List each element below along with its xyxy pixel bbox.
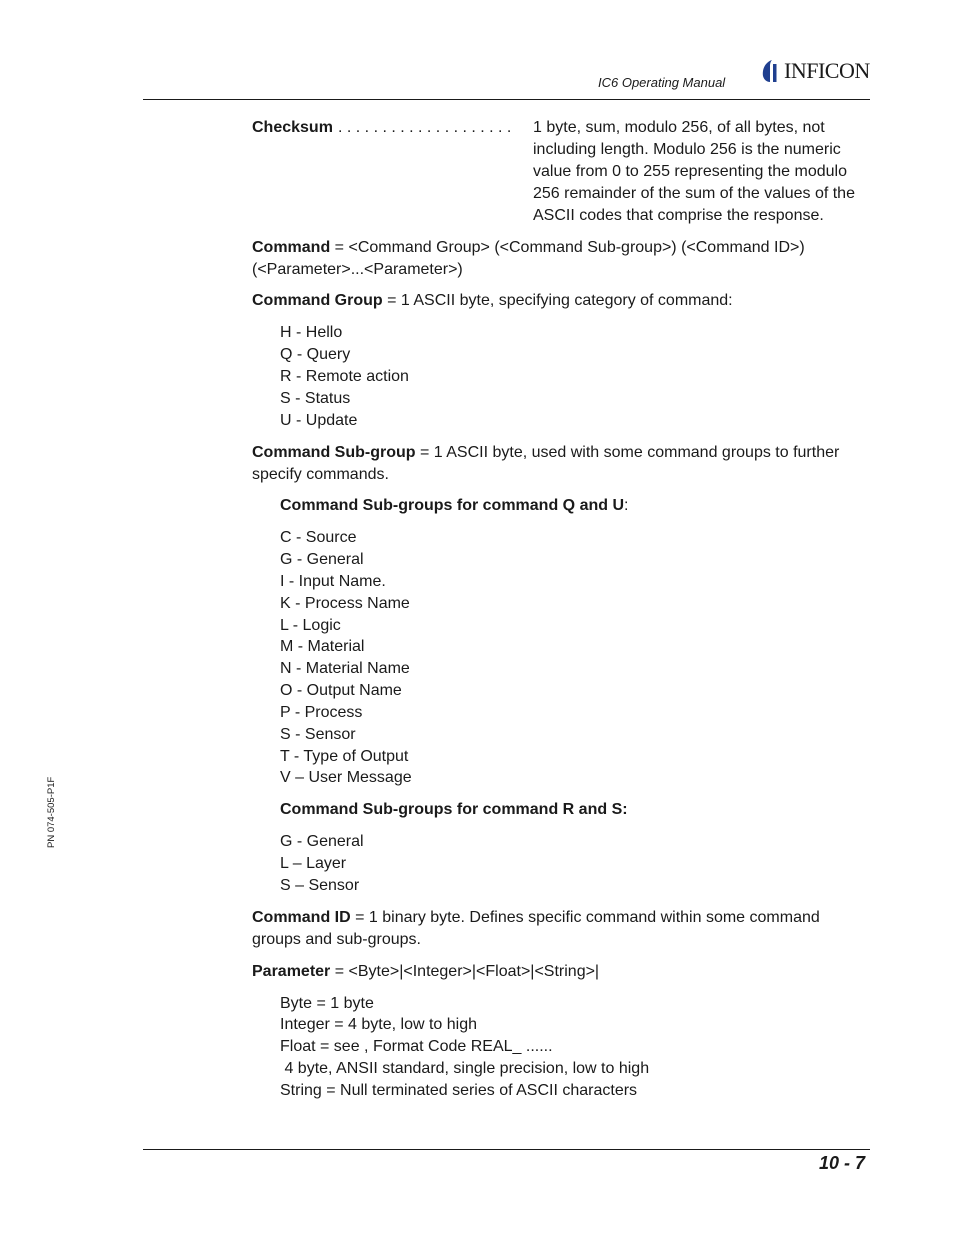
part-number: PN 074-505-P1F [46, 776, 57, 848]
command-text: = <Command Group> (<Command Sub-group>) (<Command ID>) [330, 239, 805, 256]
list-item: Q - Query [280, 346, 351, 363]
parameter-definition [252, 961, 599, 983]
command-id-text-cont: groups and sub-groups. [252, 931, 421, 948]
checksum-term: Checksum [252, 119, 333, 136]
checksum-desc-line: ASCII codes that comprise the response. [533, 207, 824, 224]
manual-title: IC6 Operating Manual [598, 75, 726, 90]
list-item: K - Process Name [280, 595, 410, 612]
command-subgroup-term: Command Sub-group [252, 444, 416, 461]
list-item: 4 byte, ANSII standard, single precision, low to high [280, 1060, 650, 1077]
list-item: String = Null terminated series of ASCII characters [280, 1082, 638, 1099]
company-logo [760, 58, 870, 84]
list-item: S – Sensor [280, 877, 360, 894]
list-item: P - Process [280, 704, 363, 721]
command-text-cont: (<Parameter>...<Parameter>) [252, 261, 463, 278]
checksum-desc-line: 256 remainder of the sum of the values of the [533, 185, 855, 202]
command-id-definition [252, 907, 820, 929]
footer-rule [143, 1149, 870, 1150]
list-item: S - Sensor [280, 726, 356, 743]
command-subgroup-definition [252, 442, 839, 464]
checksum-leader: . . . . . . . . . . . . . . . . . . . . [338, 119, 512, 136]
command-subgroup-text: = 1 ASCII byte, used with some command groups to further [415, 444, 840, 461]
logo-text: INFICON [784, 58, 870, 83]
subgroup-qu-heading [280, 495, 628, 517]
command-id-term: Command ID [252, 909, 351, 926]
list-item: G - General [280, 833, 364, 850]
checksum-desc-line: value from 0 to 255 representing the modulo [533, 163, 847, 180]
subgroup-qu-heading-text: Command Sub-groups for command Q and U [280, 497, 625, 514]
checksum-desc-line: 1 byte, sum, modulo 256, of all bytes, not [533, 119, 825, 136]
list-item: T - Type of Output [280, 748, 409, 765]
list-item: H - Hello [280, 324, 343, 341]
list-item: G - General [280, 551, 364, 568]
command-group-definition [252, 290, 733, 312]
list-item: Byte = 1 byte [280, 995, 374, 1012]
colon: : [624, 497, 629, 514]
subgroup-rs-heading: Command Sub-groups for command R and S: [280, 801, 628, 818]
list-item: R - Remote action [280, 368, 409, 385]
list-item: L – Layer [280, 855, 347, 872]
list-item: L - Logic [280, 617, 341, 634]
parameter-term: Parameter [252, 963, 331, 980]
list-item: Integer = 4 byte, low to high [280, 1016, 478, 1033]
list-item: S - Status [280, 390, 351, 407]
command-id-text: = 1 binary byte. Defines specific command within some command [350, 909, 820, 926]
page-number: 10 - 7 [818, 1153, 865, 1173]
list-item: O - Output Name [280, 682, 402, 699]
checksum-desc-line: including length. Modulo 256 is the numeric [533, 141, 841, 158]
header-rule [143, 99, 870, 100]
command-group-text: = 1 ASCII byte, specifying category of command: [382, 292, 733, 309]
command-subgroup-text-cont: specify commands. [252, 466, 389, 483]
list-item: U - Update [280, 412, 358, 429]
parameter-text: = <Byte>|<Integer>|<Float>|<String>| [330, 963, 600, 980]
list-item: Float = see , Format Code REAL_ ...... [280, 1038, 553, 1055]
list-item: I - Input Name. [280, 573, 386, 590]
list-item: V – User Message [280, 769, 412, 786]
list-item: C - Source [280, 529, 357, 546]
command-term: Command [252, 239, 331, 256]
command-definition [252, 237, 805, 259]
list-item: N - Material Name [280, 660, 410, 677]
logo-mark-icon [760, 58, 782, 84]
command-group-term: Command Group [252, 292, 383, 309]
list-item: M - Material [280, 638, 365, 655]
